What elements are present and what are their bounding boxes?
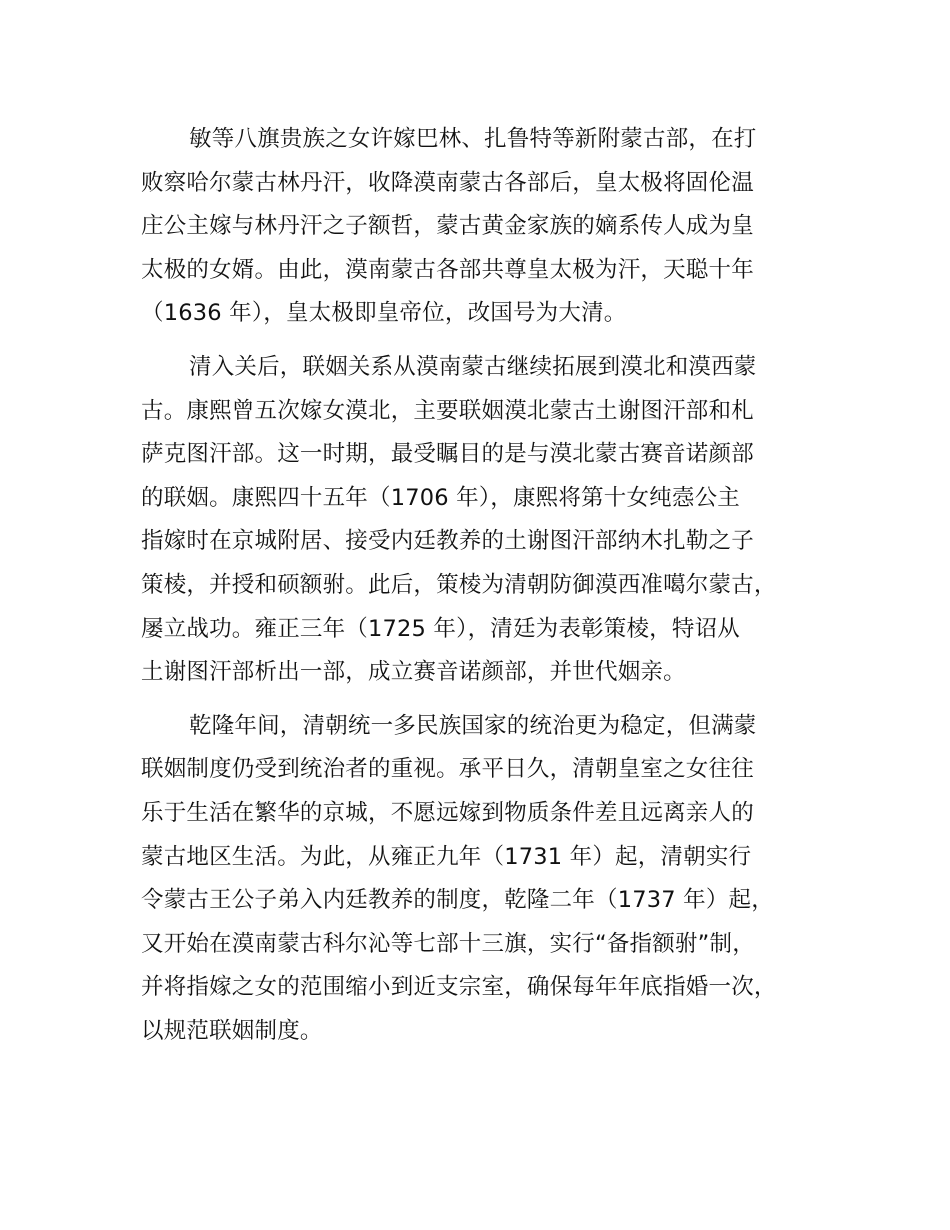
text-line: 又开始在漠南蒙古科尔沁等七部十三旗，实行“备指额驸”制， — [141, 930, 755, 957]
text-line: 的联姻。康熙四十五年（1706 年），康熙将第十女纯悫公主 — [141, 484, 740, 511]
text-line: 蒙古地区生活。为此，从雍正九年（1731 年）起，清朝实行 — [141, 843, 752, 870]
text-line: （1636 年），皇太极即皇帝位，改国号为大清。 — [141, 300, 627, 327]
text-line: 屡立战功。雍正三年（1725 年），清廷为表彰策棱，特诏从 — [141, 615, 740, 642]
text-line: 败察哈尔蒙古林丹汗，收降漠南蒙古各部后，皇太极将固伦温 — [141, 169, 754, 196]
text-line: 敏等八旗贵族之女许嫁巴林、扎鲁特等新附蒙古部，在打 — [189, 126, 757, 152]
text-line: 清入关后，联姻关系从漠南蒙古继续拓展到漠北和漠西蒙 — [189, 353, 757, 380]
text-line: 并将指嫁之女的范围缩小到近支宗室，确保每年年底指婚一次， — [141, 974, 777, 1001]
text-line: 庄公主嫁与林丹汗之子额哲，蒙古黄金家族的嫡系传人成为皇 — [141, 213, 754, 240]
text-line: 以规范联姻制度。 — [141, 1017, 323, 1044]
text-line: 乾隆年间，清朝统一多民族国家的统治更为稳定，但满蒙 — [189, 712, 757, 739]
text-line: 令蒙古王公子弟入内廷教养的制度，乾隆二年（1737 年）起， — [141, 887, 774, 914]
text-line: 萨克图汗部。这一时期，最受瞩目的是与漠北蒙古赛音诺颜部 — [141, 441, 754, 468]
text-line: 土谢图汗部析出一部，成立赛音诺颜部，并世代姻亲。 — [141, 659, 686, 686]
document-page — [141, 118, 841, 1063]
text-line: 联姻制度仍受到统治者的重视。承平日久，清朝皇室之女往往 — [141, 756, 754, 783]
text-line: 古。康熙曾五次嫁女漠北，主要联姻漠北蒙古土谢图汗部和札 — [141, 397, 754, 424]
paragraph-2 — [141, 346, 841, 695]
text-line: 策棱，并授和硕额驸。此后，策棱为清朝防御漠西准噶尔蒙古， — [141, 571, 777, 598]
text-line: 指嫁时在京城附居、接受内廷教养的土谢图汗部纳木扎勒之子 — [141, 528, 754, 555]
text-line: 乐于生活在繁华的京城，不愿远嫁到物质条件差且远离亲人的 — [141, 799, 754, 826]
paragraph-1 — [141, 118, 841, 336]
paragraph-3 — [141, 705, 841, 1054]
text-line: 太极的女婿。由此，漠南蒙古各部共尊皇太极为汗，天聪十年 — [141, 256, 754, 283]
